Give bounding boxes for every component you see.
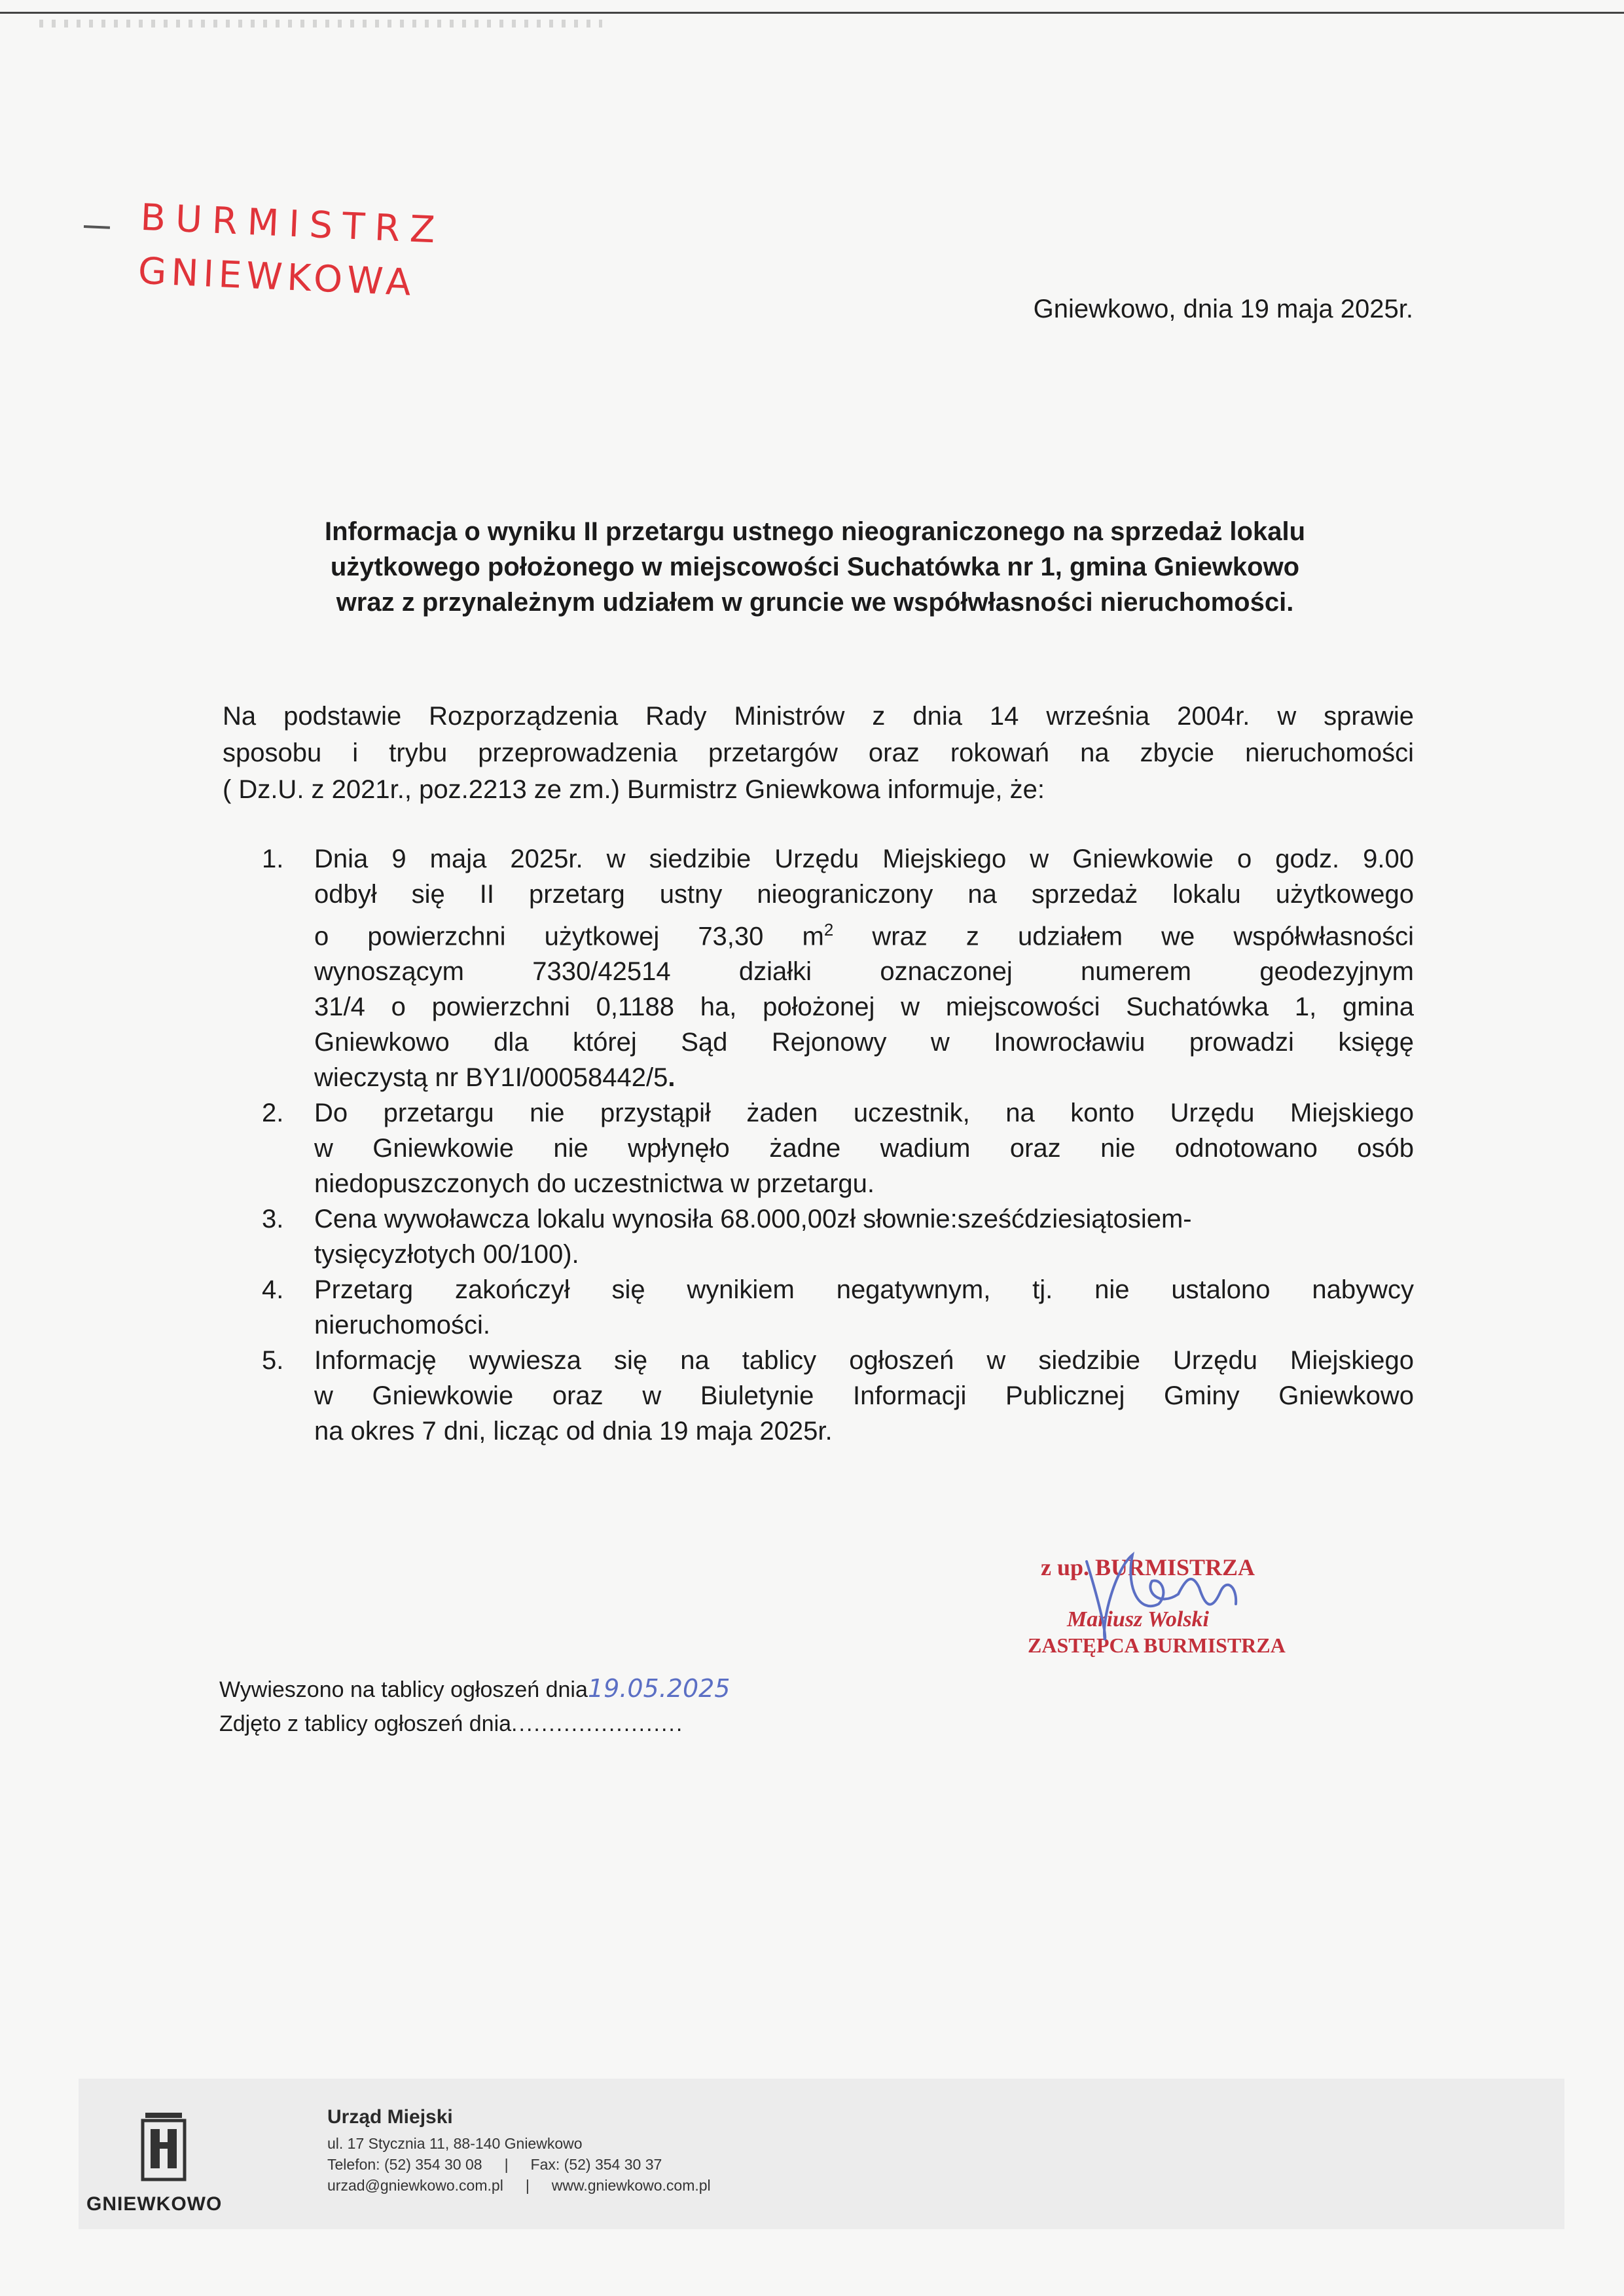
area-superscript: 2 <box>823 920 834 939</box>
intro-line: ( Dz.U. z 2021r., poz.2213 ze zm.) Burmistrz Gniewkowa informuje, że: <box>223 775 1045 804</box>
signature-name: Mariusz Wolski <box>1067 1607 1209 1631</box>
title-line: użytkowego położonego w miejscowości Suchatówka nr 1, gmina Gniewkowo <box>330 553 1300 581</box>
removed-line <box>219 1707 730 1741</box>
list-number: 4. <box>262 1275 284 1305</box>
list-line <box>314 1060 1414 1095</box>
area-text: o powierzchni użytkowej 73,30 m <box>314 922 824 951</box>
signature-stamp <box>1028 1542 1303 1666</box>
title-line: wraz z przynależnym udziałem w gruncie we współwłasności nieruchomości. <box>336 588 1294 617</box>
list-line: wynoszącym 7330/42514 działki oznaczonej numerem geodezyjnym <box>314 957 1414 987</box>
list-item <box>262 1343 1414 1449</box>
signature-title: ZASTĘPCA BURMISTRZA <box>1028 1633 1286 1657</box>
stamp-line-2: GNIEWKOWA <box>137 249 417 305</box>
list-line: odbył się II przetarg ustny nieograniczony na sprzedaż lokalu użytkowego <box>314 880 1414 909</box>
contact-web-line <box>327 2177 711 2195</box>
contact-phone-line <box>327 2156 662 2174</box>
office-name: Urząd Miejski <box>327 2106 453 2128</box>
title-line: Informacja o wyniku II przetargu ustnego nieograniczonego na sprzedaż lokalu <box>324 517 1306 546</box>
place-and-date: Gniewkowo, dnia 19 maja 2025r. <box>1033 295 1413 323</box>
list-line: w Gniewkowie oraz w Biuletynie Informacji Publicznej Gminy Gniewkowo <box>314 1381 1414 1411</box>
scan-noise <box>39 20 602 27</box>
office-address: ul. 17 Stycznia 11, 88-140 Gniewkowo <box>327 2135 583 2152</box>
area-text-rest: wraz z udziałem we współwłasności <box>833 922 1414 951</box>
scan-edge-line <box>0 12 1624 14</box>
gniewkowo-coat-of-arms-icon <box>131 2106 196 2185</box>
land-register-number: wieczystą nr BY1I/00058442/5 <box>314 1063 668 1093</box>
list-line: nieruchomości. <box>314 1311 491 1340</box>
list-item <box>262 1272 1414 1343</box>
separator: | <box>525 2177 530 2194</box>
posted-handwritten-date: 19.05.2025 <box>587 1674 731 1703</box>
list-item <box>262 1095 1414 1201</box>
list-line: Cena wywoławcza lokalu wynosiła 68.000,00zł słownie:sześćdziesiątosiem- <box>314 1205 1192 1234</box>
list-line: 31/4 o powierzchni 0,1188 ha, położonej w miejscowości Suchatówka 1, gmina <box>314 993 1414 1022</box>
phone: Telefon: (52) 354 30 08 <box>327 2156 482 2173</box>
email-link[interactable]: urzad@gniewkowo.com.pl <box>327 2177 503 2194</box>
list-number: 3. <box>262 1205 284 1234</box>
list-line: Informację wywiesza się na tablicy ogłoszeń w siedzibie Urzędu Miejskiego <box>314 1346 1414 1376</box>
separator: | <box>504 2156 509 2173</box>
list-line: na okres 7 dni, licząc od dnia 19 maja 2025r. <box>314 1417 833 1446</box>
list-item <box>262 1201 1414 1272</box>
list-line: Do przetargu nie przystąpił żaden uczestnik, na konto Urzędu Miejskiego <box>314 1099 1414 1128</box>
signature-authorization: z up. BURMISTRZA <box>1041 1554 1255 1580</box>
list-line <box>314 912 1414 954</box>
posted-label: Wywieszono na tablicy ogłoszeń dnia <box>219 1677 588 1702</box>
list-line: niedopuszczonych do uczestnictwa w przetargu. <box>314 1169 875 1199</box>
list-line: Gniewkowo dla której Sąd Rejonowy w Inowrocławiu prowadzi księgę <box>314 1028 1414 1057</box>
logo-text: GNIEWKOWO <box>86 2193 223 2215</box>
list-number: 1. <box>262 845 284 873</box>
website-link[interactable]: www.gniewkowo.com.pl <box>551 2177 711 2194</box>
handwritten-signature-icon <box>1028 1542 1303 1666</box>
intro-paragraph <box>223 698 1414 808</box>
document-title <box>216 514 1414 620</box>
period: . <box>668 1063 676 1093</box>
removed-blank: ....................... <box>511 1711 684 1736</box>
stamp-dash <box>84 225 110 229</box>
intro-line: sposobu i trybu przeprowadzenia przetargów oraz rokowań na zbycie nieruchomości <box>223 738 1414 767</box>
posting-record <box>219 1671 730 1741</box>
list-line: Przetarg zakończył się wynikiem negatywnym, tj. nie ustalono nabywcy <box>314 1275 1414 1305</box>
removed-label: Zdjęto z tablicy ogłoszeń dnia <box>219 1711 512 1736</box>
list-line: Dnia 9 maja 2025r. w siedzibie Urzędu Miejskiego w Gniewkowie o godz. 9.00 <box>314 845 1414 873</box>
list-number: 2. <box>262 1099 284 1128</box>
numbered-list <box>262 841 1414 1449</box>
list-line: w Gniewkowie nie wpłynęło żadne wadium oraz nie odnotowano osób <box>314 1134 1414 1163</box>
letterhead-footer <box>79 2079 1564 2229</box>
posted-line <box>219 1671 730 1707</box>
list-number: 5. <box>262 1346 284 1376</box>
intro-line: Na podstawie Rozporządzenia Rady Ministrów z dnia 14 września 2004r. w sprawie <box>223 702 1414 731</box>
list-line: tysięcyzłotych 00/100). <box>314 1240 579 1269</box>
fax: Fax: (52) 354 30 37 <box>530 2156 662 2173</box>
stamp-line-1: BURMISTRZ <box>139 196 446 252</box>
list-item <box>262 841 1414 1095</box>
